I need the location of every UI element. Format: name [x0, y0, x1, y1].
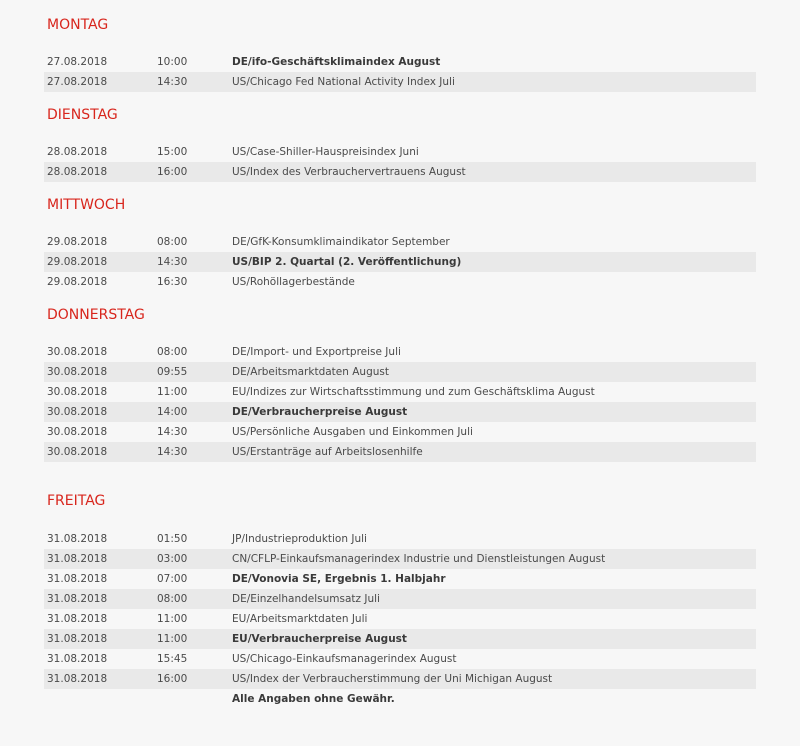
table-row	[44, 52, 756, 72]
event-time: 09:55	[157, 366, 188, 378]
day-heading-dienstag: DIENSTAG	[47, 107, 118, 123]
event-time: 10:00	[157, 56, 188, 68]
event-date: 30.08.2018	[47, 346, 108, 358]
event-date: 31.08.2018	[47, 573, 108, 585]
event-time: 14:30	[157, 76, 188, 88]
event-date: 28.08.2018	[47, 166, 108, 178]
event-date: 31.08.2018	[47, 593, 108, 605]
event-title: US/Index der Verbraucherstimmung der Uni Michigan August	[232, 673, 553, 685]
event-title: JP/Industrieproduktion Juli	[232, 533, 367, 545]
event-date: 30.08.2018	[47, 446, 108, 458]
event-time: 08:00	[157, 593, 188, 605]
table-row	[44, 442, 756, 462]
table-row	[44, 72, 756, 92]
event-time: 11:00	[157, 633, 188, 645]
event-title: EU/Arbeitsmarktdaten Juli	[232, 613, 368, 625]
event-title: EU/Verbraucherpreise August	[232, 633, 407, 645]
day-heading-freitag: FREITAG	[47, 493, 106, 509]
event-title: US/Chicago Fed National Activity Index Juli	[232, 76, 455, 88]
event-time: 14:00	[157, 406, 188, 418]
day-heading-mittwoch: MITTWOCH	[47, 197, 126, 213]
event-title: DE/Einzelhandelsumsatz Juli	[232, 593, 380, 605]
event-title: US/Rohöllagerbestände	[232, 276, 355, 288]
event-date: 29.08.2018	[47, 236, 108, 248]
event-time: 16:30	[157, 276, 188, 288]
event-date: 31.08.2018	[47, 553, 108, 565]
table-row	[44, 609, 756, 629]
event-date: 31.08.2018	[47, 533, 108, 545]
event-title: DE/ifo-Geschäftsklimaindex August	[232, 56, 441, 68]
event-date: 31.08.2018	[47, 633, 108, 645]
table-row	[44, 142, 756, 162]
event-time: 01:50	[157, 533, 188, 545]
table-row	[44, 422, 756, 442]
table-row	[44, 669, 756, 689]
event-title: US/Index des Verbrauchervertrauens August	[232, 166, 466, 178]
event-title: US/Case-Shiller-Hauspreisindex Juni	[232, 146, 419, 158]
event-date: 30.08.2018	[47, 406, 108, 418]
day-table-donnerstag	[44, 342, 756, 462]
table-row	[44, 162, 756, 182]
event-time: 15:00	[157, 146, 188, 158]
event-date: 29.08.2018	[47, 276, 108, 288]
table-row	[44, 569, 756, 589]
day-table-freitag	[44, 529, 756, 689]
day-heading-donnerstag: DONNERSTAG	[47, 307, 145, 323]
event-time: 14:30	[157, 256, 188, 268]
event-date: 29.08.2018	[47, 256, 108, 268]
table-row	[44, 529, 756, 549]
event-title: EU/Indizes zur Wirtschaftsstimmung und zum Geschäftsklima August	[232, 386, 595, 398]
event-date: 30.08.2018	[47, 366, 108, 378]
event-time: 08:00	[157, 236, 188, 248]
day-heading-montag: MONTAG	[47, 17, 109, 33]
event-time: 08:00	[157, 346, 188, 358]
event-time: 11:00	[157, 386, 188, 398]
event-time: 07:00	[157, 573, 188, 585]
event-title: DE/Verbraucherpreise August	[232, 406, 408, 418]
event-title: DE/GfK-Konsumklimaindikator September	[232, 236, 450, 248]
event-date: 27.08.2018	[47, 56, 108, 68]
event-title: US/Chicago-Einkaufsmanagerindex August	[232, 653, 457, 665]
table-row	[44, 272, 756, 292]
event-title: US/Persönliche Ausgaben und Einkommen Juli	[232, 426, 473, 438]
event-time: 14:30	[157, 446, 188, 458]
event-title: DE/Arbeitsmarktdaten August	[232, 366, 389, 378]
event-time: 11:00	[157, 613, 188, 625]
event-title: US/Erstanträge auf Arbeitslosenhilfe	[232, 446, 423, 458]
event-title: CN/CFLP-Einkaufsmanagerindex Industrie und Dienstleistungen August	[232, 553, 606, 565]
table-row	[44, 232, 756, 252]
event-date: 31.08.2018	[47, 613, 108, 625]
table-row	[44, 649, 756, 669]
event-date: 31.08.2018	[47, 673, 108, 685]
event-date: 28.08.2018	[47, 146, 108, 158]
table-row	[44, 589, 756, 609]
table-row	[44, 629, 756, 649]
event-time: 16:00	[157, 673, 188, 685]
table-row	[44, 382, 756, 402]
event-time: 16:00	[157, 166, 188, 178]
event-date: 30.08.2018	[47, 426, 108, 438]
event-time: 15:45	[157, 653, 188, 665]
event-date: 27.08.2018	[47, 76, 108, 88]
event-time: 03:00	[157, 553, 188, 565]
table-row	[44, 252, 756, 272]
event-title: DE/Import- und Exportpreise Juli	[232, 346, 401, 358]
day-table-dienstag	[44, 142, 756, 182]
day-table-montag	[44, 52, 756, 92]
event-date: 31.08.2018	[47, 653, 108, 665]
event-time: 14:30	[157, 426, 188, 438]
event-title: DE/Vonovia SE, Ergebnis 1. Halbjahr	[232, 573, 446, 585]
table-row	[44, 549, 756, 569]
table-row	[44, 342, 756, 362]
table-row	[44, 402, 756, 422]
event-date: 30.08.2018	[47, 386, 108, 398]
table-row	[44, 362, 756, 382]
event-title: US/BIP 2. Quartal (2. Veröffentlichung)	[232, 256, 462, 268]
disclaimer: Alle Angaben ohne Gewähr.	[232, 693, 395, 705]
day-table-mittwoch	[44, 232, 756, 292]
